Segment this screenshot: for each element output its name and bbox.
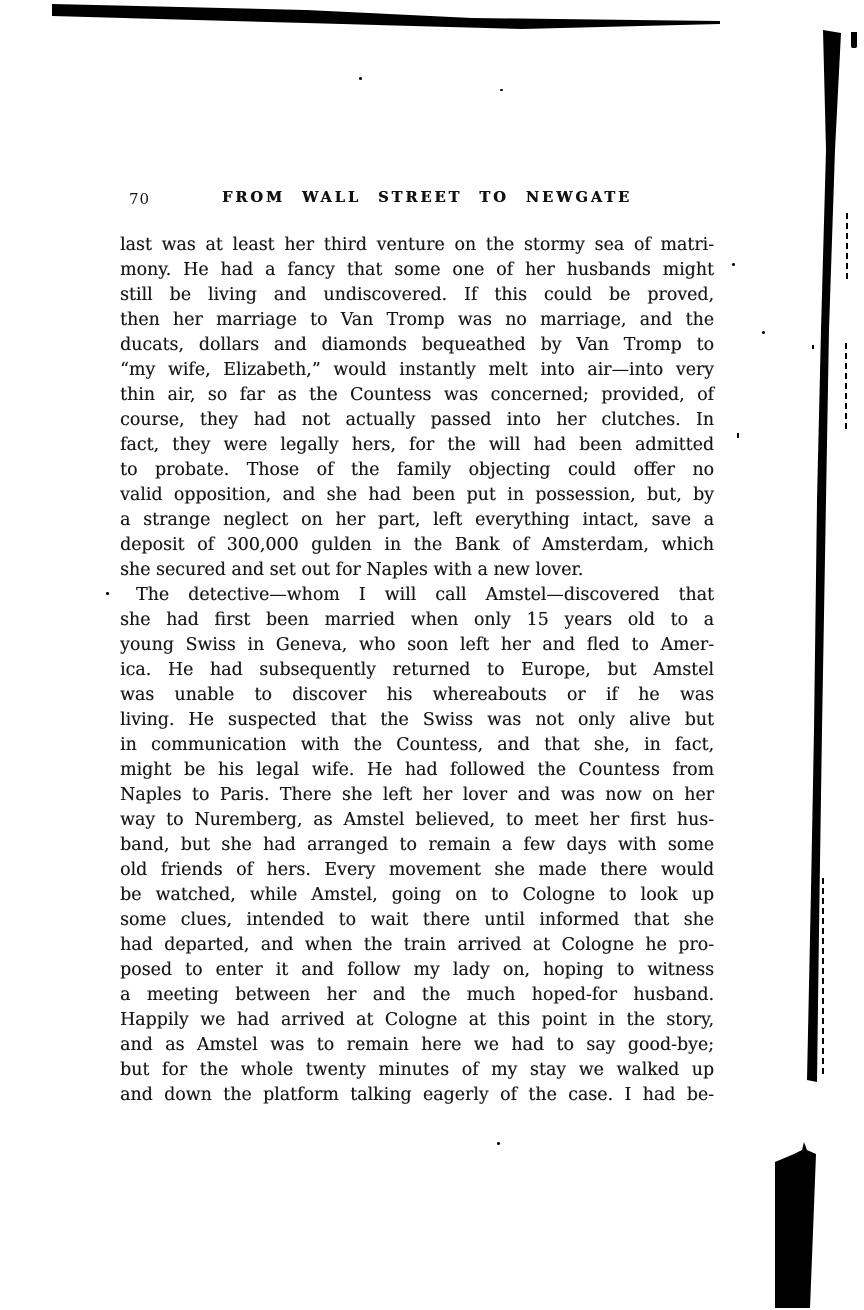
page-number: 70 xyxy=(129,190,151,208)
text-line: ducats, dollars and diamonds bequeathed by Van Tromp to xyxy=(120,335,714,355)
scan-artifact-top-bar xyxy=(52,2,720,32)
text-line-paragraph-end: she secured and set out for Naples with a new lover. xyxy=(120,560,584,580)
text-line: a strange neglect on her part, left everything intact, save a xyxy=(120,510,714,530)
scan-speck xyxy=(497,1142,500,1145)
text-line: had departed, and when the train arrived at Cologne he pro- xyxy=(120,935,714,955)
text-line: some clues, intended to wait there until informed that she xyxy=(120,910,714,930)
text-line: then her marriage to Van Tromp was no marriage, and the xyxy=(120,310,714,330)
text-line: a meeting between her and the much hoped-for husband. xyxy=(120,985,714,1005)
text-line: thin air, so far as the Countess was concerned; provided, of xyxy=(120,385,714,405)
text-line: band, but she had arranged to remain a few days with some xyxy=(120,835,714,855)
text-line: valid opposition, and she had been put in possession, but, by xyxy=(120,485,714,505)
scan-speck xyxy=(762,331,765,334)
text-line: mony. He had a fancy that some one of her husbands might xyxy=(120,260,714,280)
scan-artifact-dashed-line-middle xyxy=(845,343,847,433)
scan-speck xyxy=(732,263,735,266)
page-body-text xyxy=(120,233,714,1108)
text-line: “my wife, Elizabeth,” would instantly melt into air—into very xyxy=(120,360,714,380)
page-header xyxy=(120,189,714,209)
text-line: was unable to discover his whereabouts or if he was xyxy=(120,685,714,705)
text-line: old friends of hers. Every movement she made there would xyxy=(120,860,714,880)
scan-artifact-corner-mark xyxy=(851,32,857,48)
text-line: course, they had not actually passed into her clutches. In xyxy=(120,410,714,430)
text-line: living. He suspected that the Swiss was not only alive but xyxy=(120,710,714,730)
text-line: to probate. Those of the family objecting could offer no xyxy=(120,460,714,480)
text-line: fact, they were legally hers, for the will had been admitted xyxy=(120,435,714,455)
scan-artifact-dashed-line-lower xyxy=(822,878,824,1076)
text-line: deposit of 300,000 gulden in the Bank of Amsterdam, which xyxy=(120,535,714,555)
text-line: posed to enter it and follow my lady on, hoping to witness xyxy=(120,960,714,980)
scan-speck xyxy=(359,77,362,80)
text-line: Happily we had arrived at Cologne at this point in the story, xyxy=(120,1010,714,1030)
scan-artifact-dashed-line-upper xyxy=(846,213,848,279)
text-line: be watched, while Amstel, going on to Cologne to look up xyxy=(120,885,714,905)
text-line: and as Amstel was to remain here we had to say good-bye; xyxy=(120,1035,714,1055)
text-line-paragraph-start: The detective—whom I will call Amstel—discovered that xyxy=(136,585,714,605)
scan-speck xyxy=(812,345,814,349)
scan-speck xyxy=(106,592,109,595)
text-line: still be living and undiscovered. If this could be proved, xyxy=(120,285,714,305)
text-line: Naples to Paris. There she left her lover and was now on her xyxy=(120,785,714,805)
scan-speck xyxy=(500,89,503,91)
text-line: she had first been married when only 15 years old to a xyxy=(120,610,714,630)
text-line: in communication with the Countess, and that she, in fact, xyxy=(120,735,714,755)
running-head-title: FROM WALL STREET TO NEWGATE xyxy=(221,189,633,206)
text-line: might be his legal wife. He had followed the Countess from xyxy=(120,760,714,780)
text-line: last was at least her third venture on the stormy sea of matri- xyxy=(120,235,714,255)
text-line: ica. He had subsequently returned to Europe, but Amstel xyxy=(120,660,714,680)
scan-speck xyxy=(737,433,739,438)
text-line: and down the platform talking eagerly of the case. I had be- xyxy=(120,1085,714,1105)
text-line: but for the whole twenty minutes of my stay we walked up xyxy=(120,1060,714,1080)
text-line: way to Nuremberg, as Amstel believed, to meet her first hus- xyxy=(120,810,714,830)
text-line: young Swiss in Geneva, who soon left her and fled to Amer- xyxy=(120,635,714,655)
scan-artifact-bottom-blob xyxy=(774,1142,818,1310)
